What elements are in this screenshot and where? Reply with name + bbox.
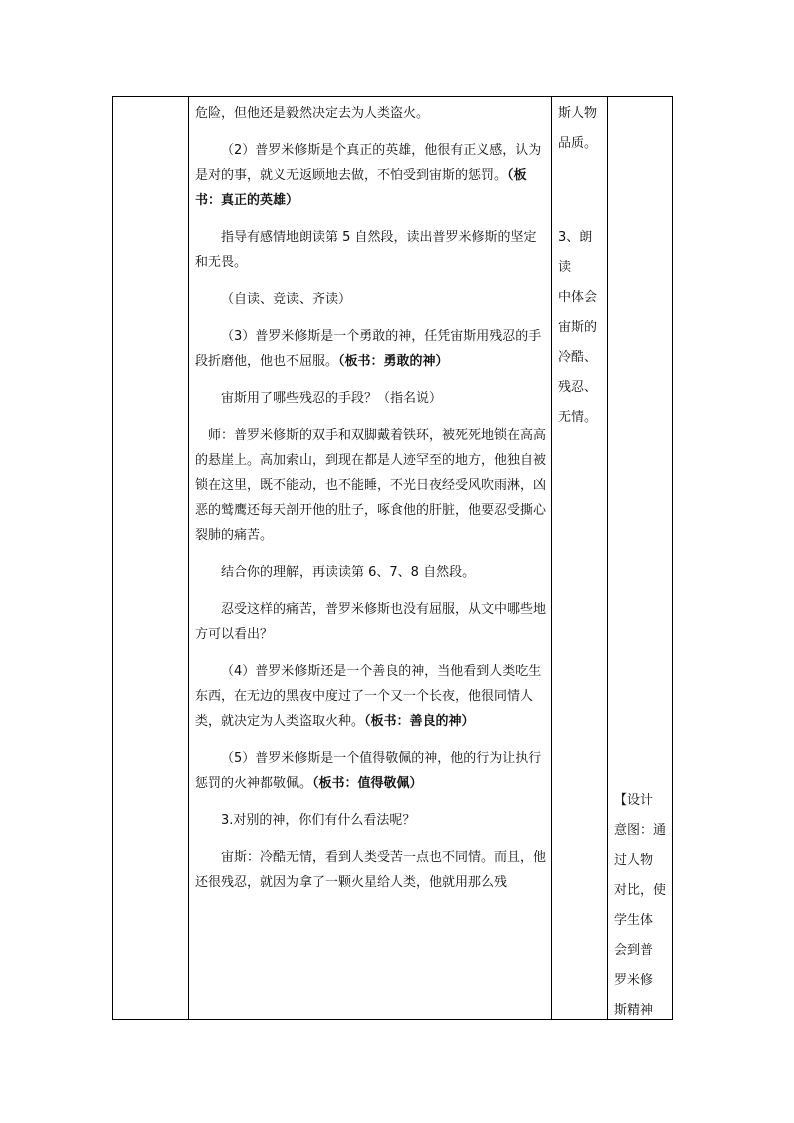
paragraph-hero: （2）普罗米修斯是个真正的英雄，他很有正义感，认为是对的事，就义无返顾地去做，不怕受到宙斯的惩罚。（板书：真正的英雄） bbox=[195, 143, 542, 208]
paragraph-reading-modes: （自读、竞读、齐读） bbox=[221, 292, 352, 307]
column-divider bbox=[188, 97, 189, 1019]
paragraph-not-yield: 忍受这样的痛苦，普罗米修斯也没有屈服，从文中哪些地方可以看出？ bbox=[195, 602, 547, 642]
student-activity-column bbox=[553, 97, 607, 1019]
design-line: 过人物 bbox=[614, 853, 654, 868]
board-note-brave: （板书：勇敢的神） bbox=[338, 354, 449, 369]
side-line: 品质。 bbox=[558, 136, 598, 151]
design-intent-column bbox=[609, 97, 673, 1019]
paragraph-question-methods: 宙斯用了哪些残忍的手段？（指名说） bbox=[221, 391, 443, 406]
side-line: 3、朗读 bbox=[558, 230, 593, 275]
column-divider bbox=[551, 97, 552, 1019]
design-line: 斯精神 bbox=[614, 1003, 654, 1018]
side-line: 残忍、 bbox=[558, 380, 598, 395]
side-line: 宙斯的 bbox=[558, 320, 598, 335]
design-line: 意图：通 bbox=[614, 823, 667, 838]
side-line: 无情。 bbox=[558, 410, 598, 425]
paragraph-guided-reading: 指导有感情地朗读第 5 自然段，读出普罗米修斯的坚定和无畏。 bbox=[195, 230, 537, 270]
design-line: 罗米修 bbox=[614, 973, 654, 988]
design-line: 对比，使 bbox=[614, 883, 667, 898]
design-line: 会到普 bbox=[614, 943, 654, 958]
paragraph-other-gods: 3.对别的神，你们有什么看法呢？ bbox=[221, 813, 416, 828]
board-note-admirable: （板书：值得敬佩） bbox=[312, 776, 423, 791]
teaching-process-column bbox=[190, 97, 551, 1019]
paragraph-risk: 危险，但他还是毅然决定去为人类盗火。 bbox=[195, 106, 430, 121]
board-note-hero: （板书：真正的英雄） bbox=[195, 168, 527, 208]
side-line: 中体会 bbox=[558, 290, 598, 305]
column-divider bbox=[607, 97, 608, 1019]
paragraph-brave: （3）普罗米修斯是一个勇敢的神，任凭宙斯用残忍的手段折磨他，他也不屈服。（板书：勇敢的神） bbox=[195, 329, 542, 369]
paragraph-zeus: 宙斯：冷酷无情，看到人类受苦一点也不同情。而且，他还很残忍，就因为拿了一颗火星给人类，他就用那么残 bbox=[195, 850, 547, 890]
paragraph-teacher-description: 师：普罗米修斯的双手和双脚戴着铁环，被死死地锁在高高的悬崖上。高加索山，到现在都是人迹罕至的地方，他独自被锁在这里，既不能动，也不能睡，不光日夜经受风吹雨淋，凶恶的鹫鹰还每天剖开他的肚子，啄食他的肝脏，他要忍受撕心裂肺的痛苦。 bbox=[195, 428, 547, 543]
design-line: 学生体 bbox=[614, 913, 654, 928]
paragraph-admirable: （5）普罗米修斯是一个值得敬佩的神，他的行为让执行惩罚的火神都敬佩。（板书：值得敬佩） bbox=[195, 751, 542, 791]
board-note-kind: （板书：善良的神） bbox=[364, 714, 475, 729]
side-line: 冷酷、 bbox=[558, 350, 598, 365]
lesson-plan-table bbox=[112, 96, 673, 1020]
paragraph-kind: （4）普罗米修斯还是一个善良的神，当他看到人类吃生东西，在无边的黑夜中度过了一个又一个长夜，他很同情人类，就决定为人类盗取火种。（板书：善良的神） bbox=[195, 664, 542, 729]
side-line: 斯人物 bbox=[558, 106, 598, 121]
design-line: 【设计 bbox=[614, 793, 654, 808]
paragraph-reread: 结合你的理解，再读读第 6、7、8 自然段。 bbox=[221, 565, 476, 580]
